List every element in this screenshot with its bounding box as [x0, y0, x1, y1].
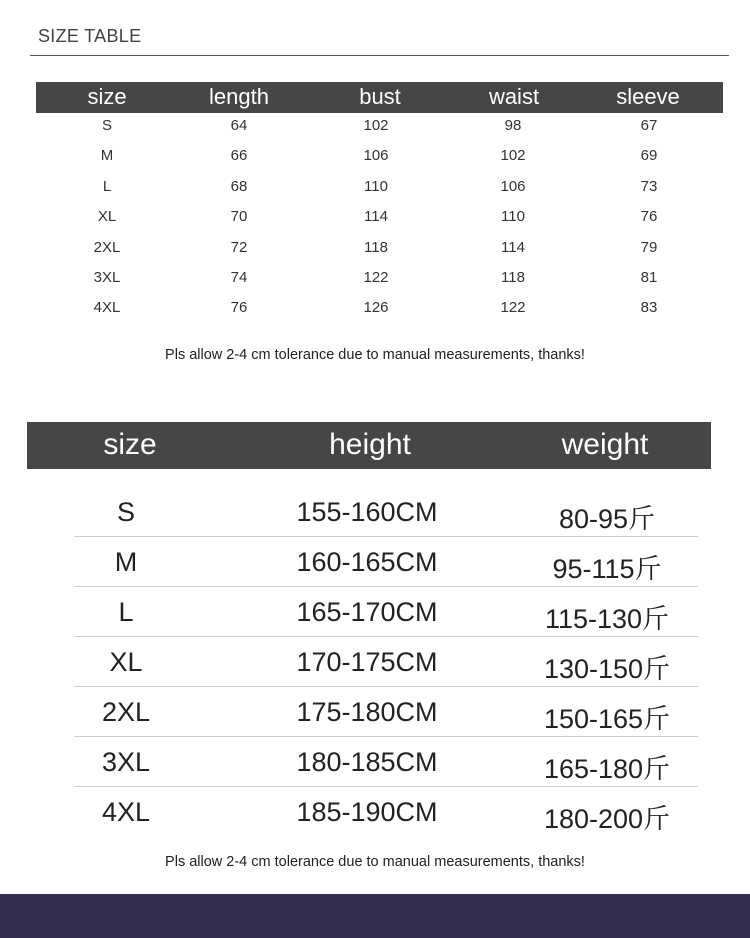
height-cell: 165-170CM — [296, 597, 438, 627]
size-cell: 4XL — [101, 797, 151, 827]
weight-cell: 150-165斤 — [543, 704, 671, 734]
bust-cell: 126 — [363, 299, 389, 317]
table-row — [0, 587, 750, 637]
table-row — [0, 208, 750, 228]
weight-cell: 80-95斤 — [558, 504, 656, 534]
header-bust: bust — [359, 84, 401, 109]
header-length: length — [209, 84, 269, 109]
fit-table-header — [27, 422, 711, 469]
sleeve-cell: 79 — [640, 238, 658, 256]
sleeve-cell: 67 — [640, 117, 658, 134]
weight-cell: 130-150斤 — [543, 654, 671, 684]
tolerance-note: Pls allow 2-4 cm tolerance due to manual measurements, thanks! — [165, 347, 585, 363]
sleeve-cell: 76 — [640, 208, 658, 226]
header-weight: weight — [561, 428, 649, 461]
table-row — [0, 487, 750, 537]
size-cell: 2XL — [93, 238, 121, 256]
sleeve-cell: 73 — [640, 177, 658, 195]
title-divider — [30, 55, 729, 56]
size-cell: L — [118, 597, 134, 627]
length-cell: 76 — [230, 299, 248, 317]
size-cell: 4XL — [93, 299, 121, 317]
table-row — [0, 637, 750, 687]
waist-cell: 106 — [500, 177, 526, 195]
bust-cell: 110 — [364, 177, 388, 195]
weight-cell: 115-130斤 — [544, 604, 670, 634]
table-row — [0, 737, 750, 787]
tolerance-note: Pls allow 2-4 cm tolerance due to manual measurements, thanks! — [165, 854, 585, 870]
table-row — [0, 299, 750, 319]
waist-cell: 102 — [500, 147, 526, 165]
sleeve-cell: 69 — [640, 147, 658, 165]
weight-cell: 165-180斤 — [543, 754, 671, 784]
measurement-table-header — [36, 82, 723, 113]
length-cell: 70 — [230, 208, 248, 226]
length-cell: 64 — [230, 117, 248, 134]
header-waist: waist — [488, 84, 540, 109]
waist-cell: 98 — [504, 117, 522, 134]
table-row — [0, 117, 750, 137]
size-cell: L — [102, 177, 112, 195]
table-row — [0, 537, 750, 587]
size-cell: M — [114, 547, 138, 577]
height-cell: 175-180CM — [296, 697, 438, 727]
header-sleeve: sleeve — [616, 84, 680, 109]
height-cell: 185-190CM — [296, 797, 438, 827]
bust-cell: 114 — [364, 208, 388, 226]
waist-cell: 110 — [501, 208, 525, 226]
length-cell: 66 — [230, 147, 248, 165]
size-cell: XL — [109, 647, 143, 677]
size-cell: 3XL — [93, 269, 121, 286]
size-cell: M — [100, 147, 114, 165]
size-cell: 3XL — [101, 747, 151, 777]
table-row — [0, 687, 750, 737]
bust-cell: 118 — [364, 238, 388, 256]
height-cell: 155-160CM — [296, 497, 438, 527]
sleeve-cell: 81 — [640, 269, 658, 286]
bust-cell: 102 — [363, 117, 389, 134]
length-cell: 74 — [230, 269, 248, 286]
waist-cell: 114 — [501, 238, 525, 256]
height-cell: 160-165CM — [296, 547, 438, 577]
sleeve-cell: 83 — [640, 299, 658, 317]
footer-bar — [0, 894, 750, 938]
weight-cell: 95-115斤 — [552, 554, 662, 584]
weight-cell: 180-200斤 — [543, 804, 671, 834]
header-size: size — [87, 84, 127, 109]
table-row — [0, 239, 750, 259]
size-cell: XL — [97, 208, 117, 226]
size-cell: S — [116, 497, 136, 527]
table-row — [0, 178, 750, 198]
page-title: SIZE TABLE — [38, 26, 142, 46]
length-cell: 68 — [230, 177, 248, 195]
bust-cell: 106 — [363, 147, 389, 165]
waist-cell: 118 — [501, 269, 525, 286]
header-size: size — [103, 428, 157, 461]
height-cell: 180-185CM — [296, 747, 438, 777]
header-height: height — [329, 428, 411, 461]
table-row — [0, 147, 750, 167]
size-cell: 2XL — [101, 697, 151, 727]
size-cell: S — [101, 117, 113, 134]
height-cell: 170-175CM — [296, 647, 438, 677]
table-row — [0, 787, 750, 837]
bust-cell: 122 — [363, 269, 389, 286]
length-cell: 72 — [230, 238, 248, 256]
table-row — [0, 269, 750, 289]
waist-cell: 122 — [500, 299, 526, 317]
